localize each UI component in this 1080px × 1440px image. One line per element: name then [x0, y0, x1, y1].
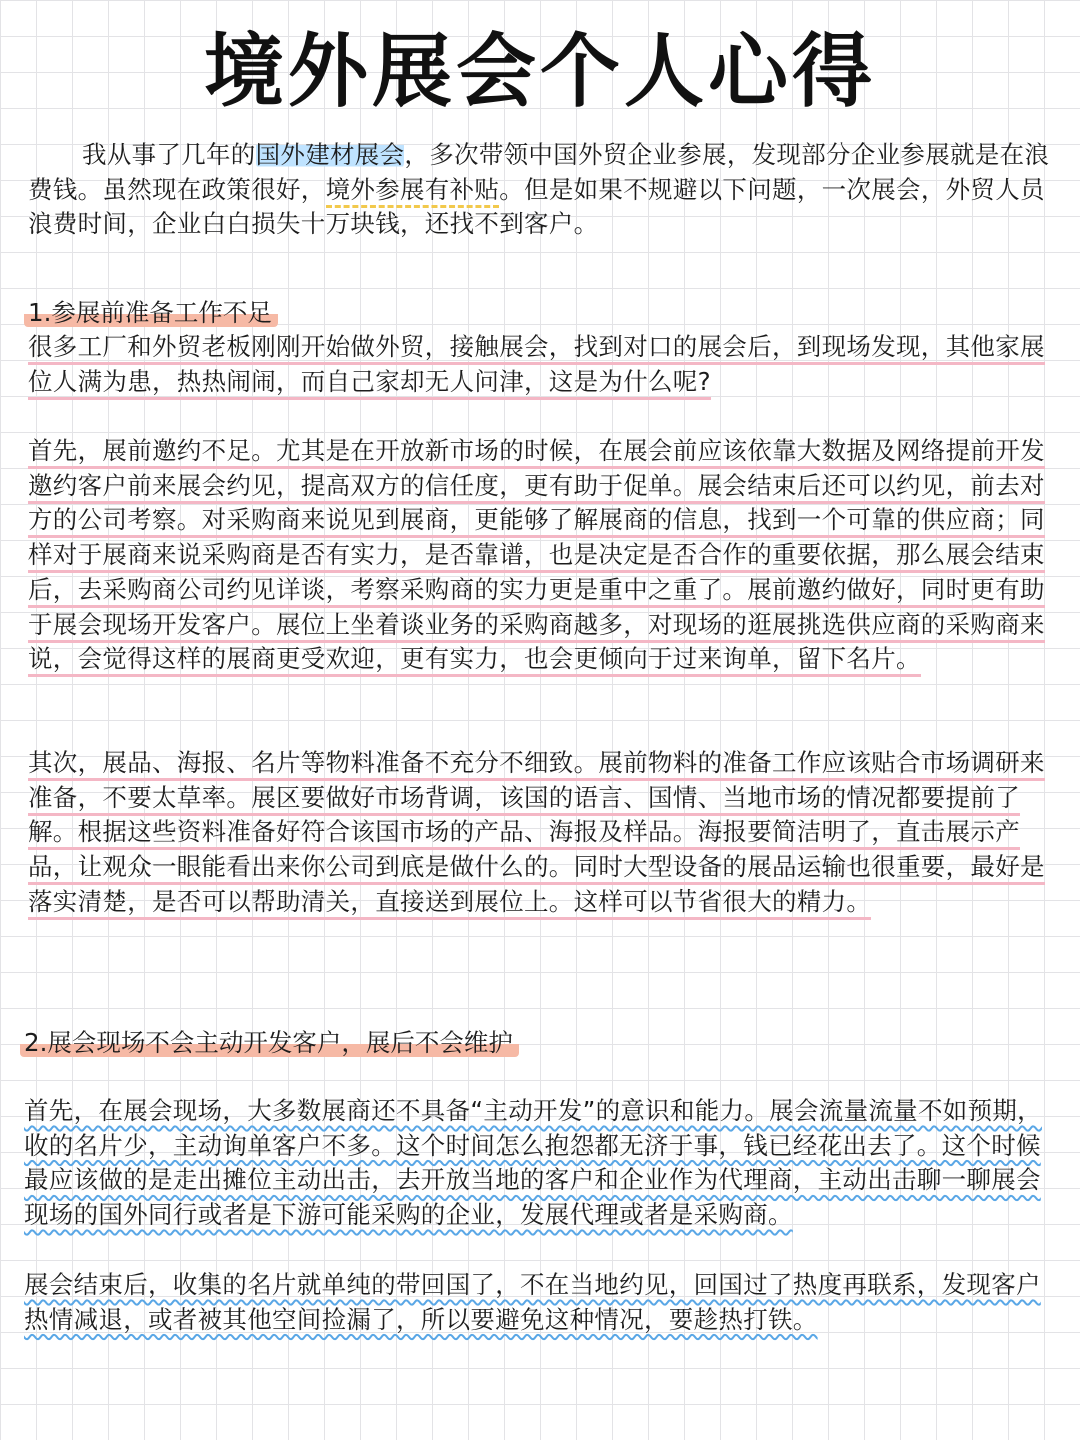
section2-paragraph-1-text: 首先，在展会现场，大多数展商还不具备“主动开发”的意识和能力。展会流量流量不如预期，收的名片少，主动询单客户不多。这个时间怎么抱怨都无济于事，钱已经花出去了。这个时候最应该做的是走出摊位主动出击，去开放当地的客户和企业作为代理商，主动出击聊一聊展会现场的国外同行或者是下游可能采购的企业，发展代理或者是采购商。: [24, 1096, 1042, 1230]
intro-highlight-expo: 国外建材展会: [255, 140, 405, 169]
intro-text-2: ，多次带领中国外贸企业参展，发现部分企业参展就是在浪费钱。虽然现在政策很好，: [28, 140, 1050, 204]
page-title: 境外展会个人心得: [204, 25, 876, 118]
section1-paragraph-3-text: 其次，展品、海报、名片等物料准备不充分不细致。展前物料的准备工作应该贴合市场调研来准备，不要太草率。展区要做好市场背调，该国的语言、国情、当地市场的情况都要提前了解。根据这些资料准备好符合该国市场的产品、海报及样品。海报要简洁明了，直击展示产品，让观众一眼能看出来你公司到底是做什么的。同时大型设备的展品运输也很重要，最好是落实清楚，是否可以帮助清关，直接送到展位上。这样可以节省很大的精力。: [28, 748, 1045, 920]
section2-paragraph-1: [24, 1094, 1054, 1233]
section1-paragraph-2: [28, 434, 1052, 677]
intro-highlight-subsidy: 境外参展有补贴: [326, 175, 500, 208]
section1-paragraph-1-text: 很多工厂和外贸老板刚刚开始做外贸，接触展会，找到对口的展会后，到现场发现，其他家展位人满为患，热热闹闹，而自己家却无人问津，这是为什么呢?: [28, 332, 1045, 400]
intro-text-3: 。但是如果不规避以下问题，一次展会，外贸人员浪费时间，企业白白损失十万块钱，还找不到客户。: [28, 174, 1045, 239]
section1-heading-text: 1.参展前准备工作不足: [24, 298, 278, 327]
intro-text-1: 我从事了几年的: [82, 140, 256, 169]
section1-paragraph-1: [28, 330, 1052, 399]
section1-paragraph-3: [28, 746, 1052, 920]
intro-paragraph: [28, 138, 1052, 242]
section2-heading-text: 2.展会现场不会主动开发客户，展后不会维护: [20, 1028, 519, 1057]
section2-paragraph-2: [24, 1268, 1054, 1337]
section1-paragraph-2-text: 首先，展前邀约不足。尤其是在开放新市场的时候，在展会前应该依靠大数据及网络提前开发邀约客户前来展会约见，提高双方的信任度，更有助于促单。展会结束后还可以约见，前去对方的公司考察。对采购商来说见到展商，更能够了解展商的信息，找到一个可靠的供应商；同样对于展商来说采购商是否有实力，是否靠谱，也是决定是否合作的重要依据，那么展会结束后，去采购商公司约见详谈，考察采购商的实力更是重中之重了。展前邀约做好，同时更有助于展会现场开发客户。展位上坐着谈业务的采购商越多，对现场的逛展挑选供应商的采购商来说，会觉得这样的展商更受欢迎，更有实力，也会更倾向于过来询单，留下名片。: [28, 436, 1045, 677]
section1-heading: [24, 296, 278, 330]
section2-paragraph-2-text: 展会结束后，收集的名片就单纯的带回国了，不在当地约见，回国过了热度再联系，发现客户热情减退，或者被其他空间捡漏了，所以要避免这种情况，要趁热打铁。: [24, 1270, 1041, 1334]
section2-heading: [20, 1026, 519, 1060]
